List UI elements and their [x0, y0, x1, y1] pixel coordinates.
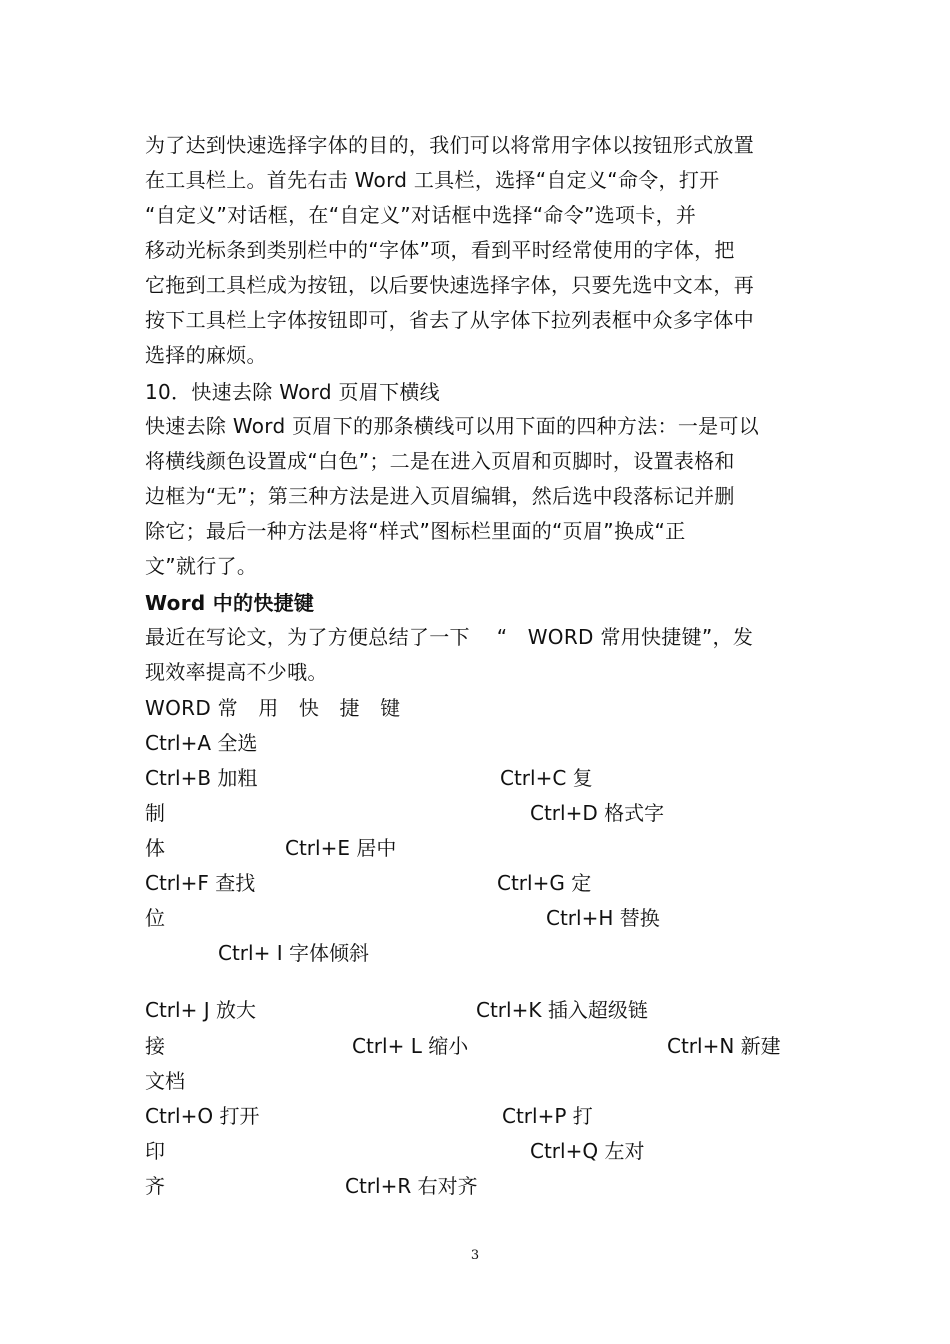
shortcut-item: 文档: [145, 1069, 185, 1093]
paragraph-line: 快速去除 Word 页眉下的那条横线可以用下面的四种方法：一是可以: [145, 414, 760, 438]
intro-line: 最近在写论文，为了方便总结了一下 “ WORD 常用快捷键”，发: [145, 625, 754, 649]
paragraph-line: 它拖到工具栏成为按钮，以后要快速选择字体，只要先选中文本，再: [145, 273, 754, 297]
section-title: Word 中的快捷键: [145, 591, 315, 615]
shortcut-item: Ctrl+F 查找: [145, 871, 256, 895]
shortcut-item: 体: [145, 836, 165, 860]
page-number: 3: [470, 1248, 480, 1263]
shortcut-item: 接: [145, 1034, 165, 1058]
paragraph-line: 文”就行了。: [145, 554, 258, 578]
shortcut-item: 齐: [145, 1174, 165, 1198]
shortcut-item: Ctrl+ L 缩小: [352, 1034, 469, 1058]
paragraph-line: 选择的麻烦。: [145, 343, 267, 367]
shortcut-item: Ctrl+ I 字体倾斜: [218, 941, 369, 965]
paragraph-line: 边框为“无”；第三种方法是进入页眉编辑，然后选中段落标记并删: [145, 484, 735, 508]
shortcut-item: Ctrl+E 居中: [285, 836, 397, 860]
paragraph-line: 在工具栏上。首先右击 Word 工具栏，选择“自定义“命令，打开: [145, 168, 720, 192]
shortcut-item: Ctrl+P 打: [502, 1104, 593, 1128]
shortcut-item: 印: [145, 1139, 165, 1163]
shortcut-item: 位: [145, 906, 165, 930]
shortcut-item: Ctrl+H 替换: [546, 906, 660, 930]
shortcut-item: Ctrl+G 定: [497, 871, 592, 895]
shortcut-item: Ctrl+Q 左对: [530, 1139, 645, 1163]
shortcut-item: Ctrl+ J 放大: [145, 998, 256, 1022]
shortcut-item: Ctrl+C 复: [500, 766, 593, 790]
shortcut-item: Ctrl+N 新建: [667, 1034, 781, 1058]
item-heading: 10．快速去除 Word 页眉下横线: [145, 380, 440, 404]
shortcut-item: 制: [145, 801, 165, 825]
shortcut-item: Ctrl+B 加粗: [145, 766, 258, 790]
shortcut-item: Ctrl+R 右对齐: [345, 1174, 478, 1198]
paragraph-line: 移动光标条到类别栏中的“字体”项，看到平时经常使用的字体，把: [145, 238, 735, 262]
shortcut-item: Ctrl+A 全选: [145, 731, 258, 755]
paragraph-line: 除它；最后一种方法是将“样式”图标栏里面的“页眉”换成“正: [145, 519, 686, 543]
shortcut-item: Ctrl+K 插入超级链: [476, 998, 648, 1022]
paragraph-line: “自定义”对话框，在“自定义”对话框中选择“命令”选项卡，并: [145, 203, 697, 227]
shortcut-item: Ctrl+O 打开: [145, 1104, 260, 1128]
paragraph-line: 为了达到快速选择字体的目的，我们可以将常用字体以按钮形式放置: [145, 133, 754, 157]
paragraph-line: 将横线颜色设置成“白色”；二是在进入页眉和页脚时，设置表格和: [145, 449, 735, 473]
shortcut-item: Ctrl+D 格式字: [530, 801, 665, 825]
intro-line: 现效率提高不少哦。: [145, 660, 328, 684]
shortcuts-heading: WORD 常 用 快 捷 键: [145, 696, 401, 720]
paragraph-line: 按下工具栏上字体按钮即可，省去了从字体下拉列表框中众多字体中: [145, 308, 754, 332]
